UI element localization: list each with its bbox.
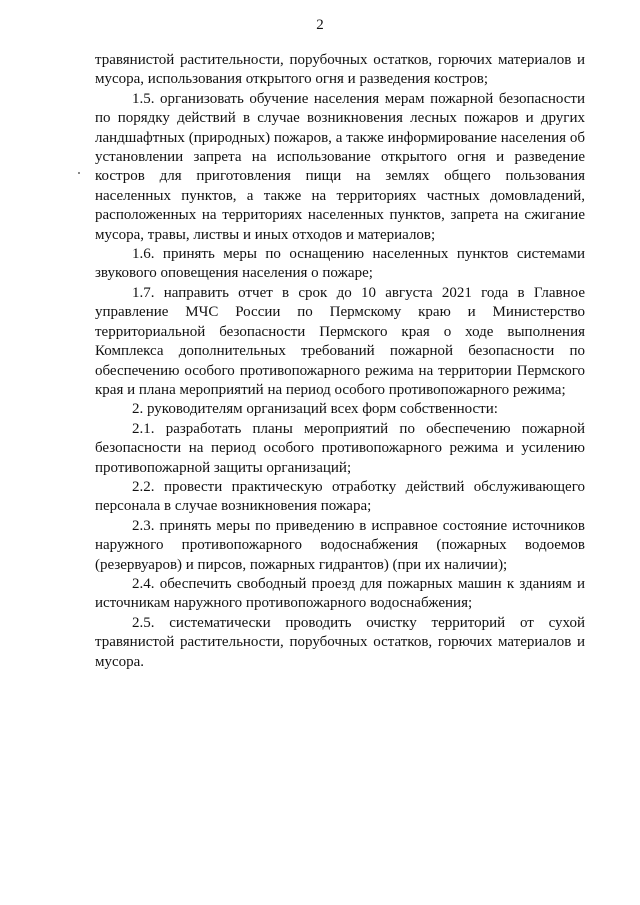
paragraph-1-5: 1.5. организовать обучение населения мерам пожарной безопасности по порядку действий в случае возникновения лесных пожаров и других ландшафтных (природных) пожаров, а также информирование населения об установлении запрета на использование открытого огня и разведение костров для приготовления пищи на землях общего пользования населенных пунктов, а также на территориях частных домовладений, расположенных на территориях населенных пунктов, запрета на сжигание мусора, травы, листвы и иных отходов и материалов; (95, 90, 585, 243)
paragraph-1-6: 1.6. принять меры по оснащению населенных пунктов системами звукового оповещения населения о пожаре; (95, 246, 585, 282)
paragraph-2-5: 2.5. систематически проводить очистку территорий от сухой травянистой растительности, порубочных остатков, горючих материалов и мусора. (95, 614, 585, 670)
paragraph-2: 2. руководителям организаций всех форм собственности: (132, 401, 498, 418)
document-body (95, 51, 585, 672)
page-number: 2 (316, 17, 324, 33)
paragraph-continuation: травянистой растительности, порубочных остатков, горючих материалов и мусора, использования открытого огня и разведения костров; (95, 52, 585, 88)
paragraph-1-7: 1.7. направить отчет в срок до 10 августа 2021 года в Главное управление МЧС России по Пермскому краю и Министерство территориальной безопасности Пермского края о ходе выполнения Комплекса дополнительных требований пожарной безопасности по обеспечению особого противопожарного режима на территории Пермского края и плана мероприятий на период особого противопожарного режима; (95, 284, 585, 398)
paragraph-2-3: 2.3. принять меры по приведению в исправное состояние источников наружного противопожарного водоснабжения (пожарных водоемов (резервуаров) и пирсов, пожарных гидрантов) (при их наличии); (95, 517, 585, 573)
paragraph-2-2: 2.2. провести практическую отработку действий обслуживающего персонала в случае возникновения пожара; (95, 478, 585, 515)
paragraph-2-1: 2.1. разработать планы мероприятий по обеспечению пожарной безопасности на период особого противопожарного режима и усилению противопожарной защиты организаций; (95, 420, 585, 476)
paragraph-2-4: 2.4. обеспечить свободный проезд для пожарных машин к зданиям и источникам наружного противопожарного водоснабжения; (95, 575, 585, 612)
scan-mark (78, 172, 80, 174)
